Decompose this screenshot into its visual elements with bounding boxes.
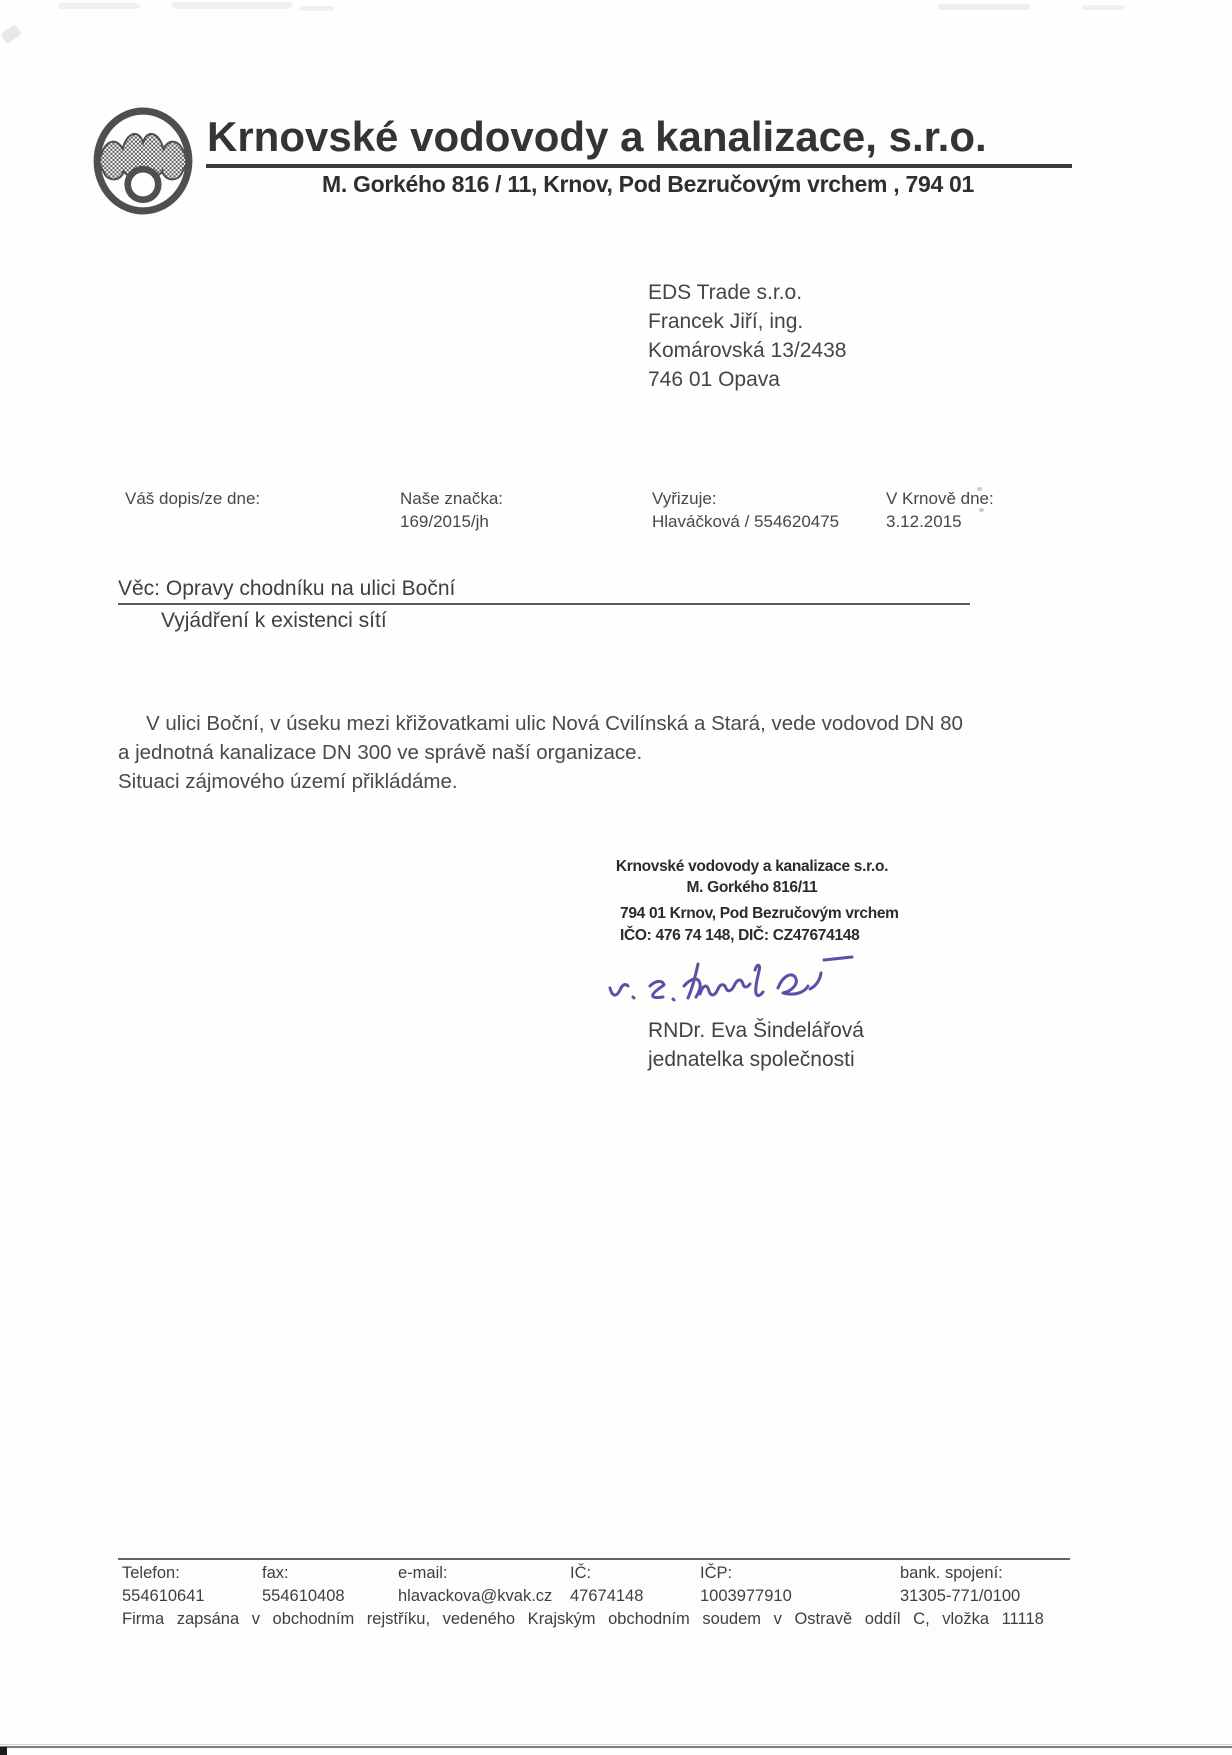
- subject-line: Věc: Opravy chodníku na ulici Boční: [118, 577, 456, 600]
- scan-smudge: [172, 2, 292, 9]
- signatory-role: jednatelka společnosti: [648, 1048, 855, 1071]
- signatory-name: RNDr. Eva Šindelářová: [648, 1019, 864, 1042]
- footer-icp-value: 1003977910: [700, 1587, 792, 1605]
- company-logo: [92, 106, 194, 216]
- footer-ic-value: 47674148: [570, 1587, 644, 1605]
- body-line-3: Situaci zájmového území přikládáme.: [118, 770, 458, 793]
- recipient-line: 746 01 Opava: [648, 368, 780, 391]
- footer-fax-value: 554610408: [262, 1587, 345, 1605]
- water-waves-logo-icon: [92, 106, 194, 216]
- subject-subline: Vyjádření k existenci sítí: [161, 609, 387, 632]
- scan-smudge: [0, 24, 22, 44]
- footer-phone-value: 554610641: [122, 1587, 205, 1605]
- footer-icp-label: IČP:: [700, 1564, 733, 1582]
- ref-our-ref-label: Naše značka:: [400, 489, 503, 508]
- handwritten-signature: [592, 942, 912, 1020]
- footer-fax-label: fax:: [262, 1564, 289, 1582]
- stamp-city: 794 01 Krnov, Pod Bezručovým vrchem: [620, 905, 899, 922]
- ref-date-value: 3.12.2015: [886, 512, 962, 531]
- ref-handled-by-label: Vyřizuje:: [652, 489, 717, 508]
- ref-date-label: V Krnově dne:: [886, 489, 994, 508]
- subject-underline: [118, 603, 970, 605]
- scan-smudge: [58, 3, 140, 9]
- footer-email-value: hlavackova@kvak.cz: [398, 1587, 553, 1605]
- recipient-line: Francek Jiří, ing.: [648, 310, 804, 333]
- footer-phone-label: Telefon:: [122, 1564, 180, 1582]
- scan-smudge: [300, 6, 334, 11]
- recipient-line: EDS Trade s.r.o.: [648, 281, 803, 304]
- body-line-2: a jednotná kanalizace DN 300 ve správě naší organizace.: [118, 741, 643, 764]
- ref-handled-by-value: Hlaváčková / 554620475: [652, 512, 840, 531]
- stamp-street: M. Gorkého 816/11: [686, 879, 818, 896]
- company-address-line: M. Gorkého 816 / 11, Krnov, Pod Bezručovým vrchem , 794 01: [322, 171, 975, 197]
- ref-our-ref-value: 169/2015/jh: [400, 512, 489, 531]
- footer-registration-line: Firma zapsána v obchodním rejstříku, vedeného Krajským obchodním soudem v Ostravě oddíl C, vložka 11118: [122, 1610, 1044, 1628]
- title-underline: [206, 164, 1072, 168]
- scan-edge-line: [0, 1746, 1232, 1748]
- scan-corner-mark: [0, 1747, 7, 1755]
- body-line-1: V ulici Boční, v úseku mezi křižovatkami ulic Nová Cvilínská a Stará, vede vodovod DN 80: [146, 712, 963, 735]
- footer-ic-label: IČ:: [570, 1564, 592, 1582]
- stamp-ico-dic: IČO: 476 74 148, DIČ: CZ47674148: [620, 927, 860, 944]
- signatory-block: [648, 1016, 864, 1074]
- footer-bank-label: bank. spojení:: [900, 1564, 1003, 1582]
- scan-smudge: [1082, 5, 1124, 10]
- scan-smudge: [938, 4, 1030, 10]
- scan-edge-line: [0, 1744, 1232, 1745]
- recipient-line: Komárovská 13/2438: [648, 339, 847, 362]
- stamp-company-name: Krnovské vodovody a kanalizace s.r.o.: [615, 858, 889, 875]
- footer-email-label: e-mail:: [398, 1564, 448, 1582]
- company-name: Krnovské vodovody a kanalizace, s.r.o.: [207, 113, 987, 160]
- ref-your-letter-label: Váš dopis/ze dne:: [125, 489, 261, 508]
- footer-bank-value: 31305-771/0100: [900, 1587, 1021, 1605]
- footer-rule: [118, 1558, 1070, 1560]
- signature-ink-icon: [592, 942, 912, 1020]
- recipient-address-block: [648, 278, 846, 394]
